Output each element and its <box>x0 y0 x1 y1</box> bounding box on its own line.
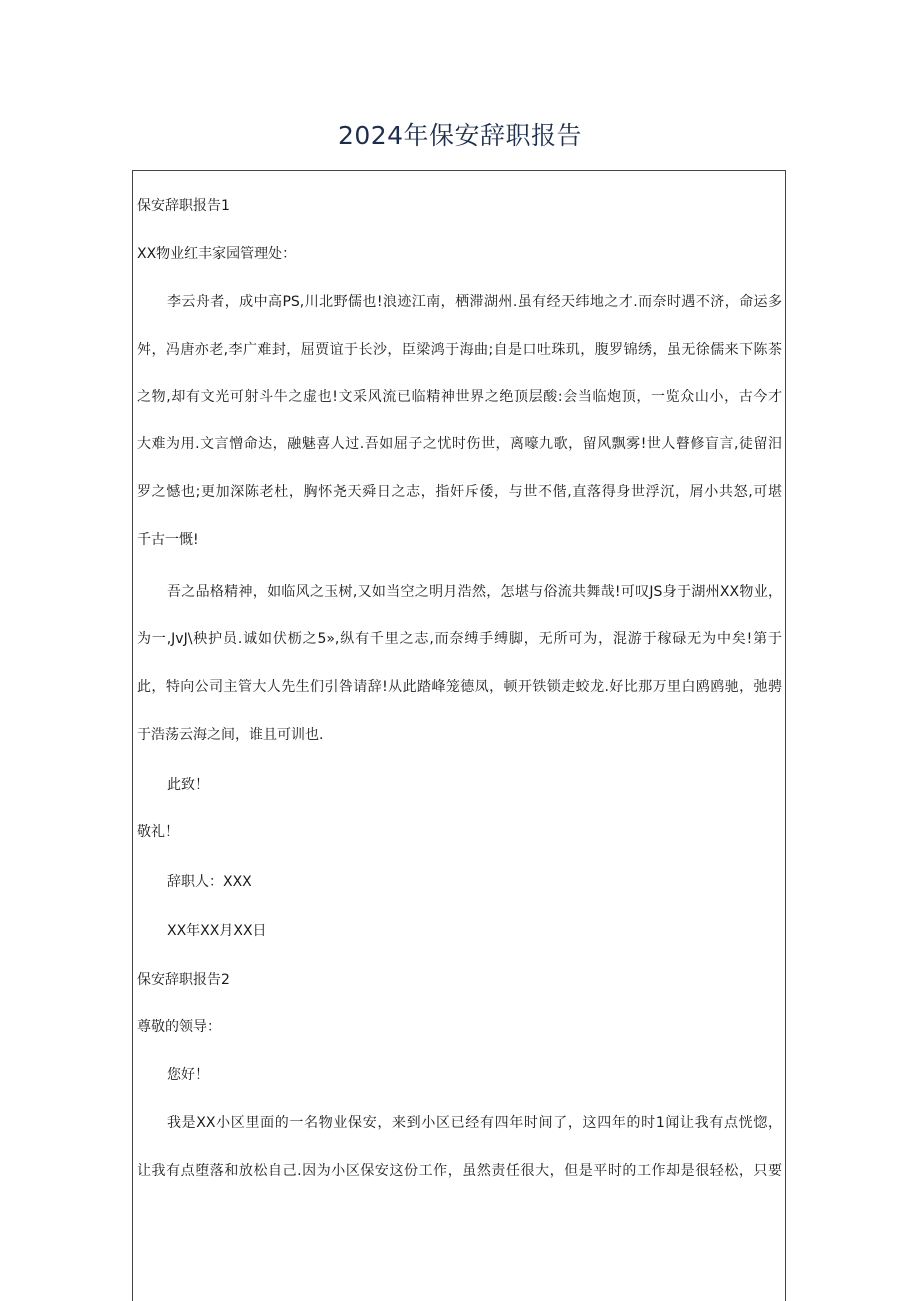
paragraph-line: 吾之品格精神，如临风之玉树,又如当空之明月浩然，怎堪与俗流共舞哉!可叹JS身于湖州XX物业， <box>167 584 782 600</box>
signature-line: 辞职人：XXX <box>167 874 252 890</box>
document-title: 2024年保安辞职报告 <box>337 121 583 150</box>
paragraph-line: 为一,JvJ\秧护员.诚如伏枥之5»,纵有千里之志,而奈缚手缚脚，无所可为，混游于稼碌无为中矣!第于 <box>137 631 782 647</box>
recipient-line-1: XX物业红丰家园管理处： <box>137 246 297 262</box>
section-heading-2: 保安辞职报告2 <box>137 972 230 988</box>
date-line: XX年XX月XX日 <box>167 923 267 939</box>
paragraph-line: 舛，冯唐亦老,李广难封，屈贾谊于长沙，臣梁鸿于海曲;自是口吐珠玑，腹罗锦绣，虽无徐儒来下陈茶 <box>137 342 782 358</box>
closing-line: 此致！ <box>167 777 209 793</box>
paragraph-line: 于浩荡云海之间，谁且可训也. <box>137 727 324 743</box>
paragraph-line: 之物,却有文光可射斗牛之虚也!文采风流已临精神世界之绝顶层酸:会当临炮顶，一览众山小，古今才 <box>137 389 782 405</box>
salutation-line: 敬礼！ <box>137 824 179 840</box>
paragraph-line: 罗之憾也;更加深陈老杜，胸怀尧天舜日之志，指奸斥倭，与世不偕,直落得身世浮沉，屑小共怒,可堪 <box>137 484 782 500</box>
section-heading-1: 保安辞职报告1 <box>137 198 230 214</box>
paragraph-line: 我是XX小区里面的一名物业保安，来到小区已经有四年时间了，这四年的时1闻让我有点恍惚， <box>167 1115 782 1131</box>
greeting-line: 您好！ <box>167 1067 209 1083</box>
document-body <box>132 170 786 1301</box>
paragraph-line: 千古一慨! <box>137 532 199 548</box>
paragraph-line: 李云舟者，成中高PS,川北野儒也!浪迹江南，栖滞湖州.虽有经天纬地之才.而奈时遇不济，命运多 <box>167 294 782 310</box>
paragraph-line: 让我有点堕落和放松自己.因为小区保安这份工作，虽然责任很大，但是平时的工作却是很轻松，只要 <box>137 1163 782 1179</box>
paragraph-line: 大难为用.文言憎命达，融魅喜人过.吾如屈子之忧时伤世，离嚎九歌，留风飘雾!世人瞽修盲言,徒留汨 <box>137 436 782 452</box>
paragraph-line: 此，特向公司主管大人先生们引咎请辞!从此踏峰笼德凤，顿开铁锁走蛟龙.好比那万里白鸥鸥驰，弛骋 <box>137 679 782 695</box>
recipient-line-2: 尊敬的领导： <box>137 1019 221 1035</box>
